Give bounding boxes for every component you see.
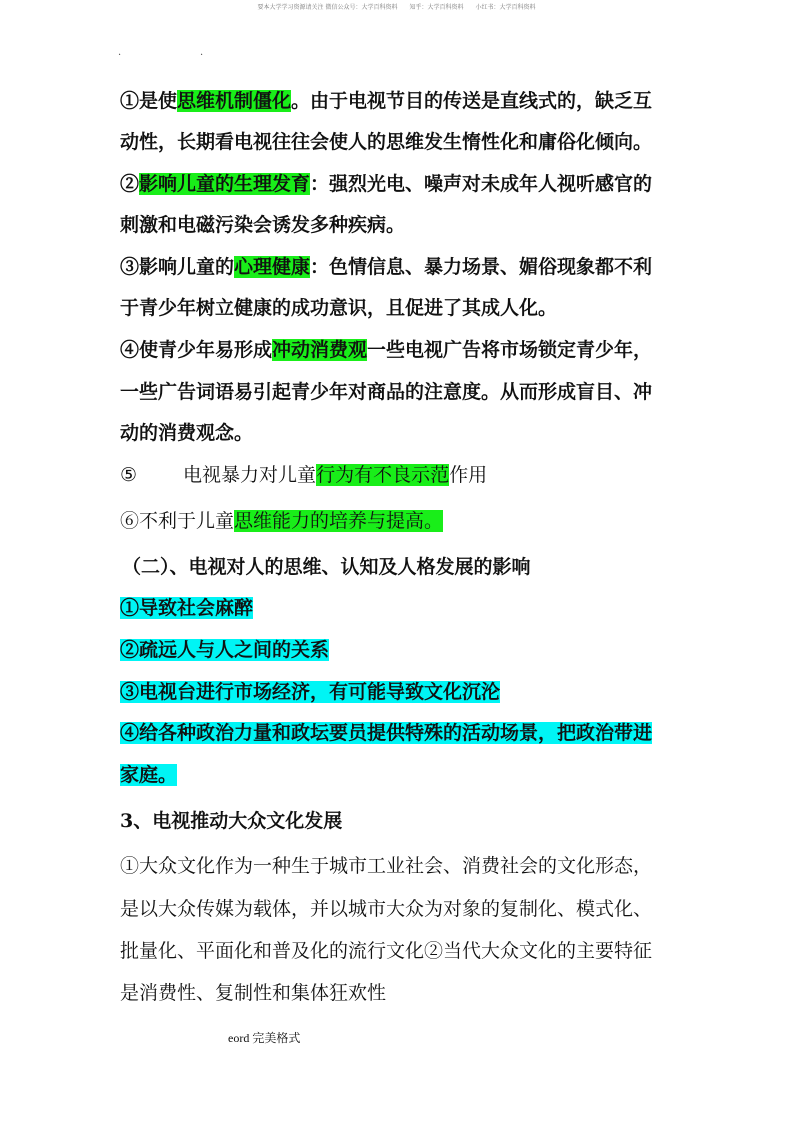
- para2-line1: [120, 169, 652, 199]
- para1-line1: [120, 86, 652, 116]
- last-para-line3: 批量化、平面化和普及化的流行文化②当代大众文化的主要特征: [120, 940, 653, 962]
- para2-highlight: 影响儿童的生理发育: [139, 173, 311, 195]
- cyan-item-4: ④给各种政治力量和政坛要员提供特殊的活动场景，把政治带进: [120, 722, 653, 744]
- page-footer: eord 完美格式: [228, 1031, 301, 1045]
- page-header: 要本大学学习资源请关注 微信公众号：大学百科资料 知乎：大学百科资料 小红书：大学百科资料: [257, 4, 536, 11]
- last-para-line1: ①大众文化作为一种生于城市工业社会、消费社会的文化形态，: [120, 855, 653, 877]
- para1-prefix: ①是使: [120, 90, 178, 112]
- heading-3: 3、电视推动大众文化发展: [120, 810, 343, 832]
- para4-rest: 一些电视广告将市场锁定青少年，: [367, 339, 653, 361]
- para4-highlight: 冲动消费观: [272, 339, 368, 361]
- para2-prefix: ②: [120, 173, 140, 195]
- para2-line2: 刺激和电磁污染会诱发多种疾病。: [120, 214, 406, 236]
- section-heading: （二）、电视对人的思维、认知及人格发展的影响: [122, 556, 531, 578]
- dot-left: ·: [118, 50, 122, 61]
- dot-right: ·: [200, 50, 204, 61]
- last-para-line4: 是消费性、复制性和集体狂欢性: [120, 982, 387, 1004]
- last-para-line2: 是以大众传媒为载体，并以城市大众为对象的复制化、模式化、: [120, 898, 653, 920]
- item6-prefix: ⑥不利于儿童: [120, 510, 235, 532]
- para2-rest: ：强烈光电、噪声对未成年人视听感官的: [310, 173, 653, 195]
- item5-highlight: 行为有不良示范: [316, 464, 450, 486]
- para4-line2: 一些广告词语易引起青少年对商品的注意度。从而形成盲目、冲: [120, 381, 653, 403]
- para3-line2: 于青少年树立健康的成功意识，且促进了其成人化。: [120, 297, 558, 319]
- item5-prefix: 电视暴力对儿童: [183, 464, 317, 486]
- para3-highlight: 心理健康: [234, 256, 311, 278]
- para3-rest: ：色情信息、暴力场景、媚俗现象都不利: [310, 256, 653, 278]
- para3-prefix: ③影响儿童的: [120, 256, 235, 278]
- cyan-item-3: ③电视台进行市场经济，有可能导致文化沉沦: [120, 681, 501, 703]
- item6-highlight: 思维能力的培养与提高。: [234, 510, 444, 532]
- item5-line: [120, 460, 487, 490]
- cyan-item-4-cont: 家庭。: [120, 764, 178, 786]
- cyan-item-2: ②疏远人与人之间的关系: [120, 639, 330, 661]
- item5-suffix: 作用: [449, 464, 488, 486]
- cyan-item-1: ①导致社会麻醉: [120, 597, 254, 619]
- para1-line2: 动性，长期看电视往往会使人的思维发生惰性化和庸俗化倾向。: [120, 131, 653, 153]
- para4-prefix: ④使青少年易形成: [120, 339, 273, 361]
- item5-number: ⑤: [120, 464, 138, 486]
- para1-rest: 。由于电视节目的传送是直线式的，缺乏互: [291, 90, 653, 112]
- item6-line: [120, 506, 443, 536]
- para1-highlight: 思维机制僵化: [177, 90, 292, 112]
- para3-line1: [120, 252, 652, 282]
- para4-line3: 动的消费观念。: [120, 422, 254, 444]
- para4-line1: [120, 335, 652, 365]
